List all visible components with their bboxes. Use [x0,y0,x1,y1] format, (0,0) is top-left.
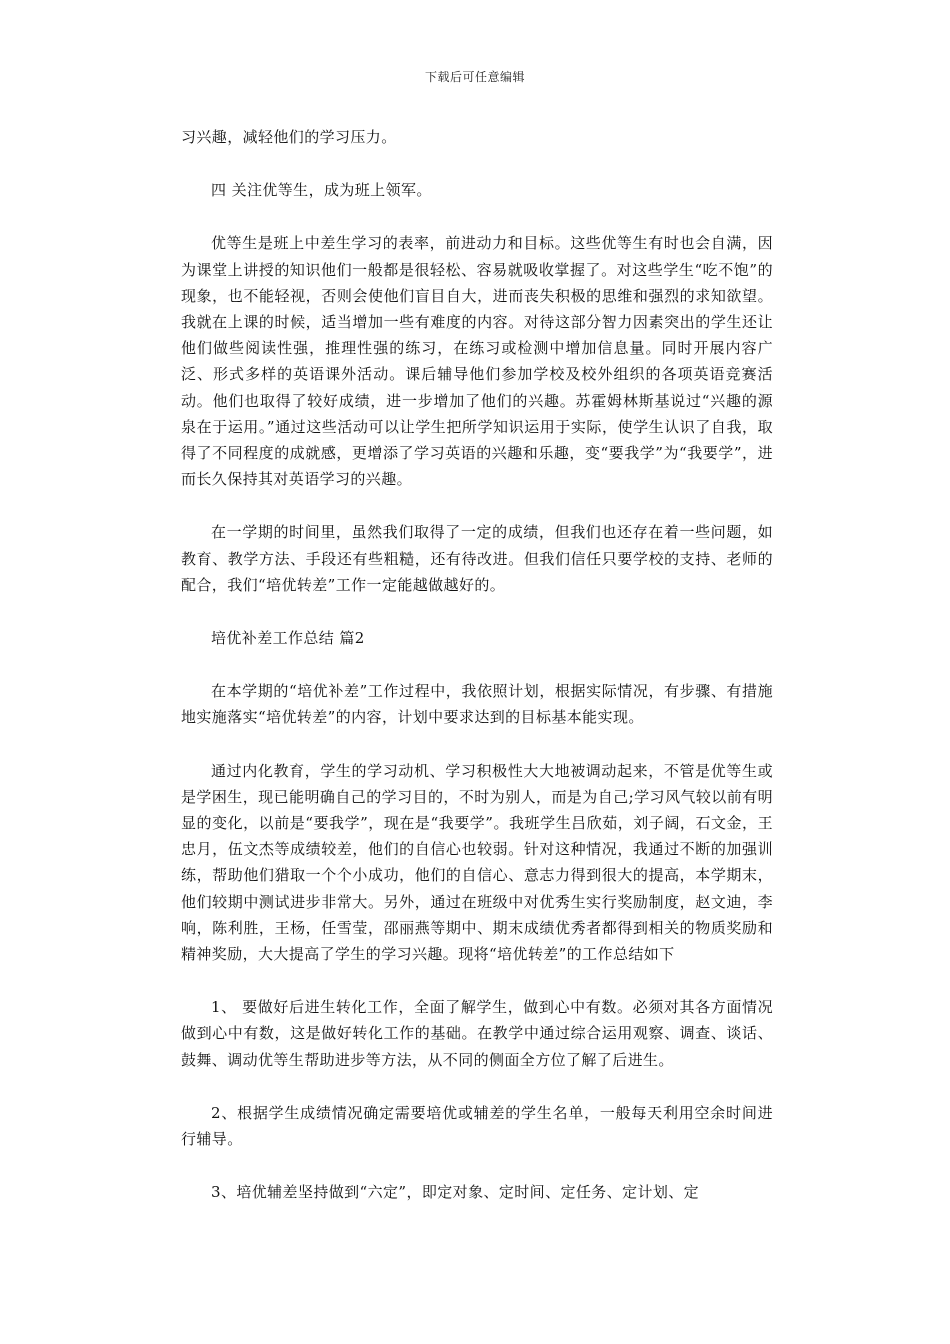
list-item-2: 2、根据学生成绩情况确定需要培优或辅差的学生名单，一般每天利用空余时间进行辅导。 [181,1103,773,1149]
paragraph-internalized-education: 通过内化教育，学生的学习动机、学习积极性大大地被调动起来，不管是优等生或是学困生，现已能明确自己的学习目的，不时为别人，而是为自己;学习风气较以前有明显的变化，以前是“要我学”，现在是“我要学”。我班学生吕欣茹，刘子阔，石文金，王忠月，伍文杰等成绩较差，他们的自信心也较弱。针对这种情况，我通过不断的加强训练，帮助他们猎取一个个小成功，他们的自信心、意志力得到很大的提高，本学期末，他们较期中测试进步非常大。另外，通过在班级中对优秀生实行奖励制度，赵文迪，李响，陈利胜，王杨，任雪莹，邵丽燕等期中、期末成绩优秀者都得到相关的物质奖励和精神奖励，大大提高了学生的学习兴趣。现将“培优转差”的工作总结如下 [181,761,773,964]
paragraph-continuation: 习兴趣，减轻他们的学习压力。 [181,128,397,146]
article-title-part2: 培优补差工作总结 篇2 [211,629,365,648]
page-header: 下载后可任意编辑 [424,70,525,84]
paragraph-semester-summary: 在一学期的时间里，虽然我们取得了一定的成绩，但我们也还存在着一些问题，如教育、教学方法、手段还有些粗糙，还有待改进。但我们信任只要学校的支持、老师的配合，我们“培优转差”工作一定能越做越好的。 [181,523,773,594]
paragraph-plan-intro: 在本学期的“培优补差”工作过程中，我依照计划，根据实际情况，有步骤、有措施地实施落实“培优转差”的内容，计划中要求达到的目标基本能实现。 [181,682,773,727]
paragraph-top-students: 优等生是班上中差生学习的表率，前进动力和目标。这些优等生有时也会自满，因为课堂上讲授的知识他们一般都是很轻松、容易就吸收掌握了。对这些学生“吃不饱”的现象，也不能轻视，否则会使他们盲目自大，进而丧失积极的思维和强烈的求知欲望。我就在上课的时候，适当增加一些有难度的内容。对待这部分智力因素突出的学生还让他们做些阅读性强，推理性强的练习，在练习或检测中增加信息量。同时开展内容广泛、形式多样的英语课外活动。课后辅导他们参加学校及校外组织的各项英语竞赛活动。他们也取得了较好成绩，进一步增加了他们的兴趣。苏霍姆林斯基说过“兴趣的源泉在于运用。”通过这些活动可以让学生把所学知识运用于实际，使学生认识了自我，取得了不同程度的成就感，更增添了学习英语的兴趣和乐趣，变“要我学”为“我要学”，进而长久保持其对英语学习的兴趣。 [181,234,773,489]
section-heading-four: 四 关注优等生，成为班上领军。 [211,181,432,200]
list-item-1: 1、 要做好后进生转化工作，全面了解学生，做到心中有数。必须对其各方面情况做到心中有数，这是做好转化工作的基础。在教学中通过综合运用观察、调查、谈话、鼓舞、调动优等生帮助进步等方法，从不同的侧面全方位了解了后进生。 [181,998,773,1069]
document-body [181,124,773,1206]
list-item-3: 3、培优辅差坚持做到“六定”，即定对象、定时间、定任务、定计划、定 [211,1183,700,1202]
